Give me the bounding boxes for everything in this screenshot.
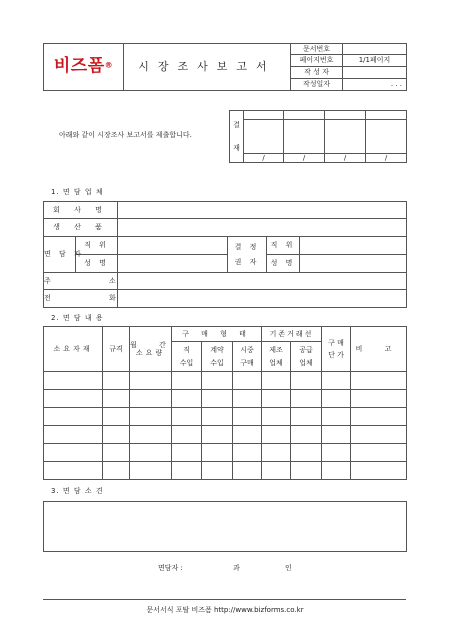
approval-box — [229, 110, 407, 163]
table-cell[interactable] — [130, 444, 172, 462]
document-title: 시장조사보고서 — [124, 44, 291, 91]
table-cell[interactable] — [103, 408, 130, 426]
product-label: 생 산 품 — [44, 219, 118, 237]
seal-label: 인 — [285, 564, 292, 572]
interviewee-label: 면 담 자 — [44, 237, 76, 273]
table-row — [44, 390, 407, 408]
table-cell[interactable] — [351, 462, 407, 480]
product-field[interactable] — [118, 219, 407, 237]
table-cell[interactable] — [103, 462, 130, 480]
footer-divider — [43, 599, 406, 600]
table-cell[interactable] — [233, 372, 262, 390]
table-cell[interactable] — [44, 408, 103, 426]
interviewer-label: 면담자 : — [158, 564, 183, 572]
table-cell[interactable] — [233, 408, 262, 426]
table-cell[interactable] — [351, 372, 407, 390]
table-cell[interactable] — [322, 462, 351, 480]
company-name-field[interactable] — [118, 202, 407, 219]
decision-position-label: 직 위 — [267, 237, 300, 255]
table-cell[interactable] — [322, 372, 351, 390]
table-cell[interactable] — [44, 390, 103, 408]
table-cell[interactable] — [130, 408, 172, 426]
table-row — [44, 462, 407, 480]
logo: 비즈폼® — [44, 44, 124, 91]
author-value[interactable] — [343, 67, 407, 79]
existing-supplier-header: 기존거래선 — [262, 327, 322, 342]
table-cell[interactable] — [262, 462, 291, 480]
table-cell[interactable] — [172, 462, 202, 480]
table-row — [44, 444, 407, 462]
approval-title-3[interactable] — [325, 111, 366, 120]
address-label: 주 소 — [44, 273, 118, 290]
supplier-header: 공급 업체 — [291, 342, 322, 372]
table-cell[interactable] — [262, 390, 291, 408]
table-cell[interactable] — [130, 426, 172, 444]
table-cell[interactable] — [233, 390, 262, 408]
table-cell[interactable] — [103, 372, 130, 390]
table-cell[interactable] — [233, 444, 262, 462]
table-cell[interactable] — [172, 372, 202, 390]
approval-title-1[interactable] — [244, 111, 284, 120]
table-cell[interactable] — [103, 444, 130, 462]
page-number-value: 1/1페이지 — [343, 55, 407, 67]
monthly-usage-header: 월 간 소요량 — [130, 327, 172, 372]
address-field[interactable] — [118, 273, 407, 290]
table-cell[interactable] — [262, 444, 291, 462]
table-cell[interactable] — [351, 426, 407, 444]
table-cell[interactable] — [202, 426, 233, 444]
intro-text: 아래와 같이 시장조사 보고서를 제출합니다. — [59, 131, 192, 139]
section1-title: 1. 면 담 업 체 — [51, 188, 104, 196]
market-purchase-header: 시중 구매 — [233, 342, 262, 372]
table-cell[interactable] — [130, 390, 172, 408]
unit-price-header: 구 매 단 가 — [322, 327, 351, 372]
table-cell[interactable] — [44, 426, 103, 444]
page-number-label: 페이지번호 — [291, 55, 343, 67]
table-cell[interactable] — [202, 372, 233, 390]
table-cell[interactable] — [322, 408, 351, 426]
spec-header: 규격 — [103, 327, 130, 372]
interviewee-name-label: 성 명 — [76, 255, 118, 273]
table-cell[interactable] — [291, 444, 322, 462]
table-cell[interactable] — [202, 408, 233, 426]
approval-title-4[interactable] — [366, 111, 407, 120]
table-cell[interactable] — [44, 372, 103, 390]
table-cell[interactable] — [172, 444, 202, 462]
approval-title-2[interactable] — [284, 111, 325, 120]
table-cell[interactable] — [172, 390, 202, 408]
approval-sign-1[interactable] — [244, 120, 284, 154]
table-cell[interactable] — [172, 426, 202, 444]
table-row — [44, 426, 407, 444]
section3-title: 3. 면 담 소 견 — [51, 487, 104, 495]
table-cell[interactable] — [103, 426, 130, 444]
opinion-field[interactable] — [43, 501, 407, 552]
table-cell[interactable] — [262, 408, 291, 426]
table-cell[interactable] — [322, 390, 351, 408]
table-cell[interactable] — [351, 390, 407, 408]
table-cell[interactable] — [172, 408, 202, 426]
table-cell[interactable] — [291, 462, 322, 480]
table-cell[interactable] — [130, 372, 172, 390]
remark-header: 비 고 — [351, 327, 407, 372]
table-cell[interactable] — [351, 444, 407, 462]
table-row — [44, 408, 407, 426]
table-cell[interactable] — [233, 462, 262, 480]
company-table — [43, 201, 407, 308]
approval-date-3[interactable]: / — [325, 154, 366, 163]
decision-name-label: 성 명 — [267, 255, 300, 273]
interviewee-position-field[interactable] — [118, 237, 228, 255]
approval-date-4[interactable]: / — [366, 154, 407, 163]
document-header — [43, 43, 407, 91]
phone-label: 전 화 — [44, 290, 118, 308]
table-cell[interactable] — [202, 462, 233, 480]
approval-date-2[interactable]: / — [284, 154, 325, 163]
table-cell[interactable] — [351, 408, 407, 426]
approval-sign-2[interactable] — [284, 120, 325, 154]
table-cell[interactable] — [262, 372, 291, 390]
interview-content-table — [43, 326, 407, 480]
footer-text: 문서서식 포탈 비즈폼 http://www.bizforms.co.kr — [146, 606, 304, 614]
table-cell[interactable] — [130, 462, 172, 480]
table-cell[interactable] — [322, 426, 351, 444]
decision-name-field[interactable] — [300, 255, 407, 273]
purchase-form-header: 구 매 형 태 — [172, 327, 262, 342]
decision-position-field[interactable] — [300, 237, 407, 255]
author-label: 작 성 자 — [291, 67, 343, 79]
table-cell[interactable] — [291, 408, 322, 426]
interviewee-position-label: 직 위 — [76, 237, 118, 255]
decision-maker-label: 결 정 권 자 — [228, 237, 267, 273]
date-value[interactable]: . . . — [343, 79, 407, 91]
date-label: 작성일자 — [291, 79, 343, 91]
table-cell[interactable] — [233, 426, 262, 444]
direct-import-header: 직 수입 — [172, 342, 202, 372]
section2-title: 2. 면 담 내 용 — [51, 314, 104, 322]
table-cell[interactable] — [44, 444, 103, 462]
table-row — [44, 372, 407, 390]
table-cell[interactable] — [322, 444, 351, 462]
phone-field[interactable] — [118, 290, 407, 308]
doc-number-label: 문서번호 — [291, 44, 343, 55]
table-cell[interactable] — [291, 426, 322, 444]
table-cell[interactable] — [202, 444, 233, 462]
maker-header: 제조 업체 — [262, 342, 291, 372]
approval-sign-4[interactable] — [366, 120, 407, 154]
table-cell[interactable] — [202, 390, 233, 408]
approval-sign-3[interactable] — [325, 120, 366, 154]
table-cell[interactable] — [44, 462, 103, 480]
table-cell[interactable] — [291, 372, 322, 390]
material-header: 소요자재 — [44, 327, 103, 372]
contract-import-header: 계약 수입 — [202, 342, 233, 372]
table-cell[interactable] — [262, 426, 291, 444]
approval-date-1[interactable]: / — [244, 154, 284, 163]
approval-label: 결 재 — [230, 111, 244, 163]
doc-number-value[interactable] — [343, 44, 407, 55]
interviewee-name-field[interactable] — [118, 255, 228, 273]
table-cell[interactable] — [103, 390, 130, 408]
department-label: 과 — [233, 564, 240, 572]
table-cell[interactable] — [291, 390, 322, 408]
company-name-label: 회 사 명 — [44, 202, 118, 219]
